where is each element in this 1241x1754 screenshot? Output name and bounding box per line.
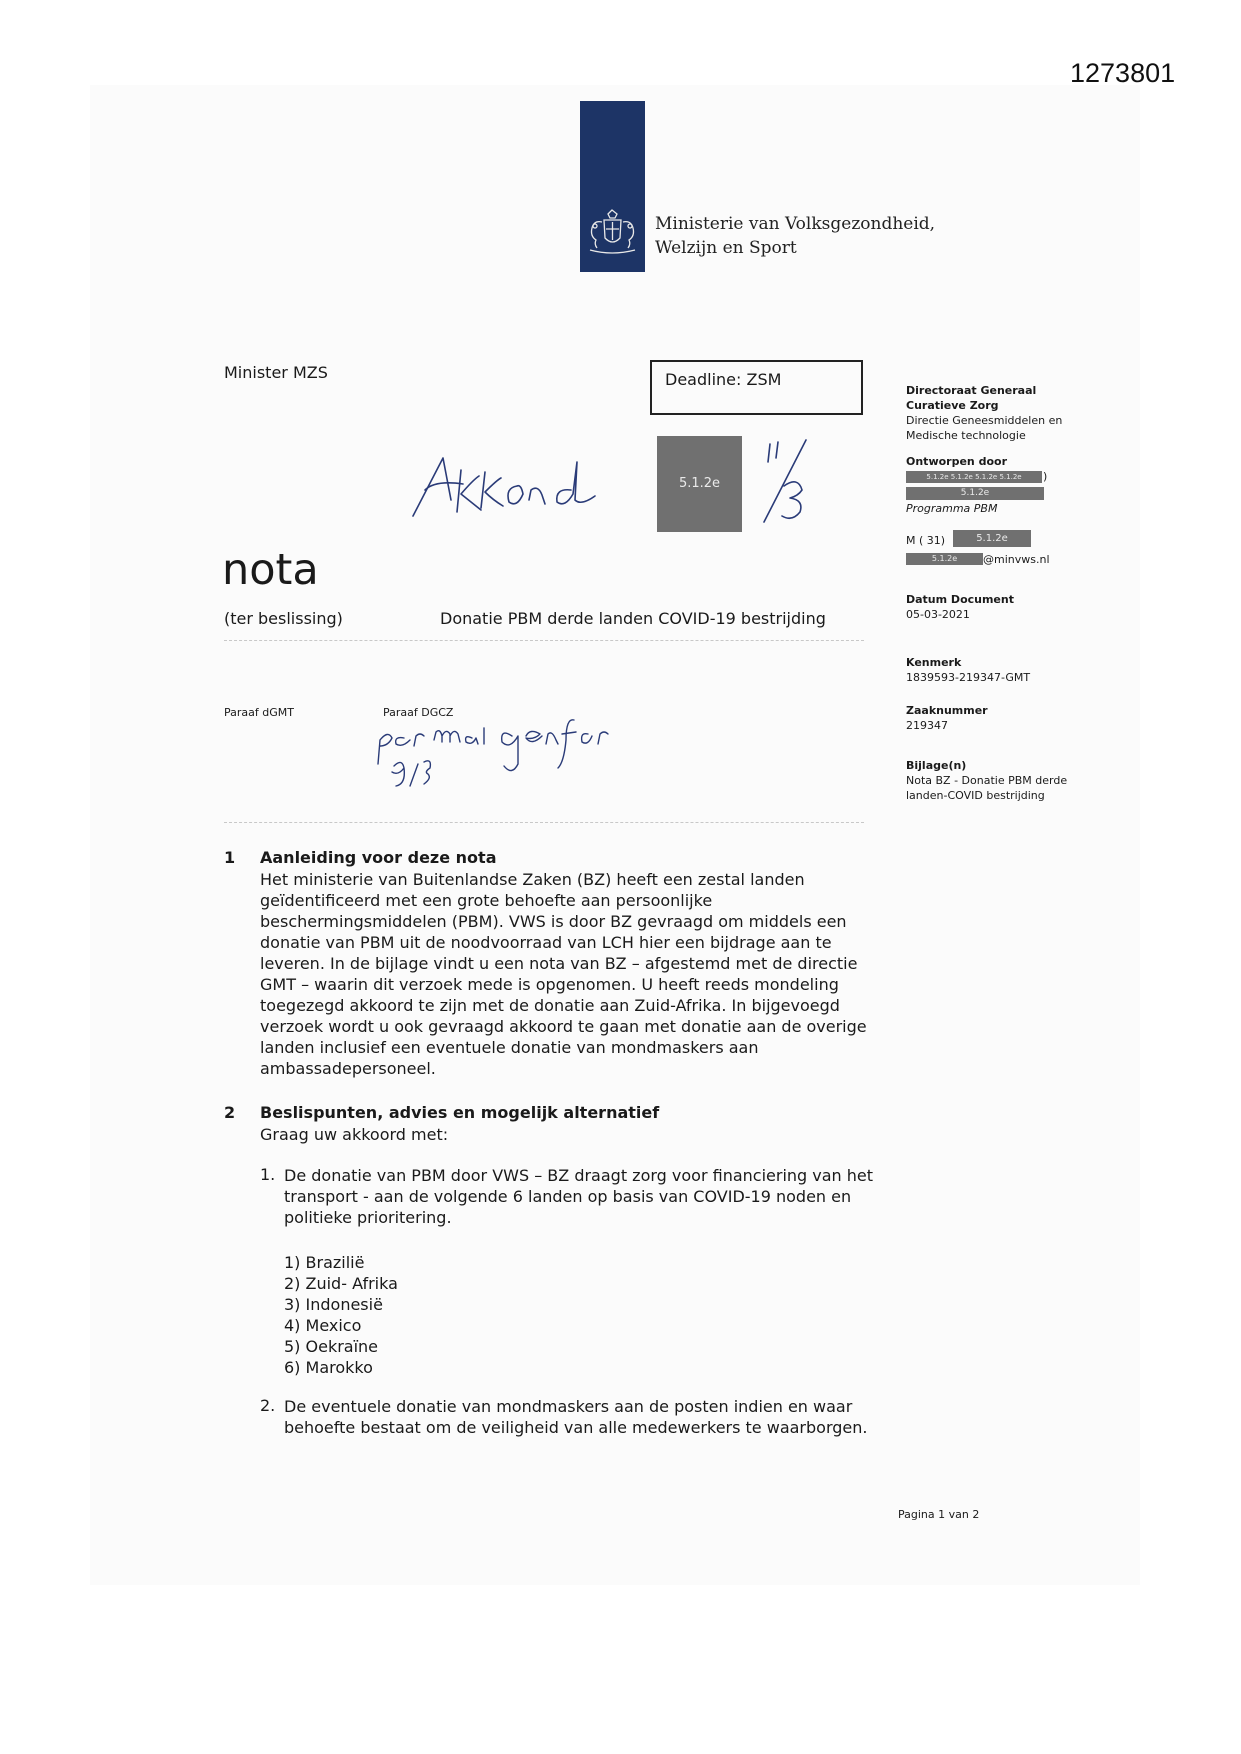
datum-value: 05-03-2021: [906, 608, 970, 621]
handwritten-approval: [405, 450, 645, 525]
country-item: 2) Zuid- Afrika: [284, 1274, 398, 1293]
body-line: ambassadepersoneel.: [260, 1059, 436, 1078]
redaction-block: 5.1.2e: [906, 487, 1044, 500]
section-1-heading: Aanleiding voor deze nota: [260, 848, 497, 867]
sidebar-datum: [906, 592, 1014, 622]
section-1-body: [260, 869, 870, 1079]
nota-title: nota: [222, 545, 319, 595]
directie-line-1: Directie Geneesmiddelen en: [906, 414, 1063, 427]
kenmerk-label: Kenmerk: [906, 656, 962, 669]
ministry-name: [655, 212, 935, 260]
bijlagen-label: Bijlage(n): [906, 759, 967, 772]
body-line: verzoek wordt u ook gevraagd akkoord te gaan met donatie aan de overige: [260, 1017, 867, 1036]
addressee: Minister MZS: [224, 363, 328, 382]
sidebar-zaaknummer: [906, 703, 988, 733]
list-line: politieke prioritering.: [284, 1208, 452, 1227]
sidebar-bijlagen: [906, 758, 1067, 803]
redaction-block: 5.1.2e: [953, 530, 1031, 547]
document-id: 1273801: [1070, 58, 1176, 88]
list-item-2-number: 2.: [260, 1396, 276, 1415]
section-2-intro: Graag uw akkoord met:: [260, 1125, 449, 1144]
redaction-block: 5.1.2e: [906, 553, 983, 565]
section-1-number: 1: [224, 848, 236, 867]
sidebar-ontworpen-label: Ontworpen door: [906, 455, 1007, 468]
section-2-number: 2: [224, 1103, 236, 1122]
list-line: De donatie van PBM door VWS – BZ draagt zorg voor financiering van het: [284, 1166, 874, 1185]
body-line: leveren. In de bijlage vindt u een nota van BZ – afgestemd met de directie: [260, 954, 858, 973]
directorate-line-2: Curatieve Zorg: [906, 399, 999, 412]
page-background: [90, 85, 1140, 1585]
body-line: beschermingsmiddelen (PBM). VWS is door BZ gevraagd om middels een: [260, 912, 847, 931]
datum-label: Datum Document: [906, 593, 1014, 606]
sidebar-phone-prefix: M ( 31): [906, 534, 946, 547]
body-line: geïdentificeerd met een grote behoefte aan persoonlijke: [260, 891, 713, 910]
nota-type: (ter beslissing): [224, 609, 343, 628]
list-item-1-number: 1.: [260, 1165, 276, 1184]
body-line: GMT – waarin dit verzoek mede is opgenomen. U heeft reeds mondeling: [260, 975, 839, 994]
zaaknummer-value: 219347: [906, 719, 948, 732]
nota-subject: Donatie PBM derde landen COVID-19 bestrijding: [440, 609, 826, 628]
bijlagen-line-2: landen-COVID bestrijding: [906, 789, 1045, 802]
deadline-box: [650, 360, 863, 415]
list-line: De eventuele donatie van mondmaskers aan de posten indien en waar: [284, 1397, 853, 1416]
kenmerk-value: 1839593-219347-GMT: [906, 671, 1031, 684]
country-item: 3) Indonesië: [284, 1295, 383, 1314]
divider: [224, 640, 864, 641]
country-item: 4) Mexico: [284, 1316, 362, 1335]
redaction-paren: ): [1043, 470, 1048, 483]
list-line: transport - aan de volgende 6 landen op basis van COVID-19 noden en: [284, 1187, 852, 1206]
ministry-logo: [580, 101, 645, 272]
section-2-heading: Beslispunten, advies en mogelijk alternatief: [260, 1103, 660, 1122]
sidebar-email-suffix: @minvws.nl: [983, 553, 1050, 566]
body-line: donatie van PBM uit de noodvoorraad van LCH hier een bijdrage aan te: [260, 933, 832, 952]
divider: [224, 822, 864, 823]
country-item: 1) Brazilië: [284, 1253, 365, 1272]
redaction-block: 5.1.2e 5.1.2e 5.1.2e 5.1.2e: [906, 471, 1042, 483]
ministry-line-2: Welzijn en Sport: [655, 238, 797, 258]
handwritten-dgcz-note: [374, 706, 624, 788]
country-item: 5) Oekraïne: [284, 1337, 379, 1356]
deadline-text: Deadline: ZSM: [665, 370, 782, 389]
list-line: behoefte bestaat om de veiligheid van alle medewerkers te waarborgen.: [284, 1418, 868, 1437]
body-line: landen inclusief een eventuele donatie van mondmaskers aan: [260, 1038, 759, 1057]
sidebar-programma: Programma PBM: [906, 502, 998, 515]
sidebar-kenmerk: [906, 655, 1030, 685]
directie-line-2: Medische technologie: [906, 429, 1026, 442]
page-number: Pagina 1 van 2: [898, 1508, 980, 1521]
zaaknummer-label: Zaaknummer: [906, 704, 988, 717]
redaction-block: 5.1.2e: [657, 436, 742, 532]
bijlagen-line-1: Nota BZ - Donatie PBM derde: [906, 774, 1068, 787]
ministry-line-1: Ministerie van Volksgezondheid,: [655, 214, 936, 234]
list-item-1-text: [284, 1165, 884, 1228]
paraaf-dgmt: Paraaf dGMT: [224, 706, 294, 719]
list-item-2-text: [284, 1396, 884, 1438]
directorate-line-1: Directoraat Generaal: [906, 384, 1037, 397]
handwritten-approval-date: [758, 436, 818, 526]
coat-of-arms-icon: [586, 208, 639, 256]
sidebar-directorate: [906, 383, 1062, 443]
body-line: toegezegd akkoord te zijn met de donatie aan Zuid-Afrika. In bijgevoegd: [260, 996, 840, 1015]
body-line: Het ministerie van Buitenlandse Zaken (BZ) heeft een zestal landen: [260, 870, 805, 889]
country-item: 6) Marokko: [284, 1358, 373, 1377]
paraaf-dgcz: Paraaf DGCZ: [383, 706, 454, 719]
